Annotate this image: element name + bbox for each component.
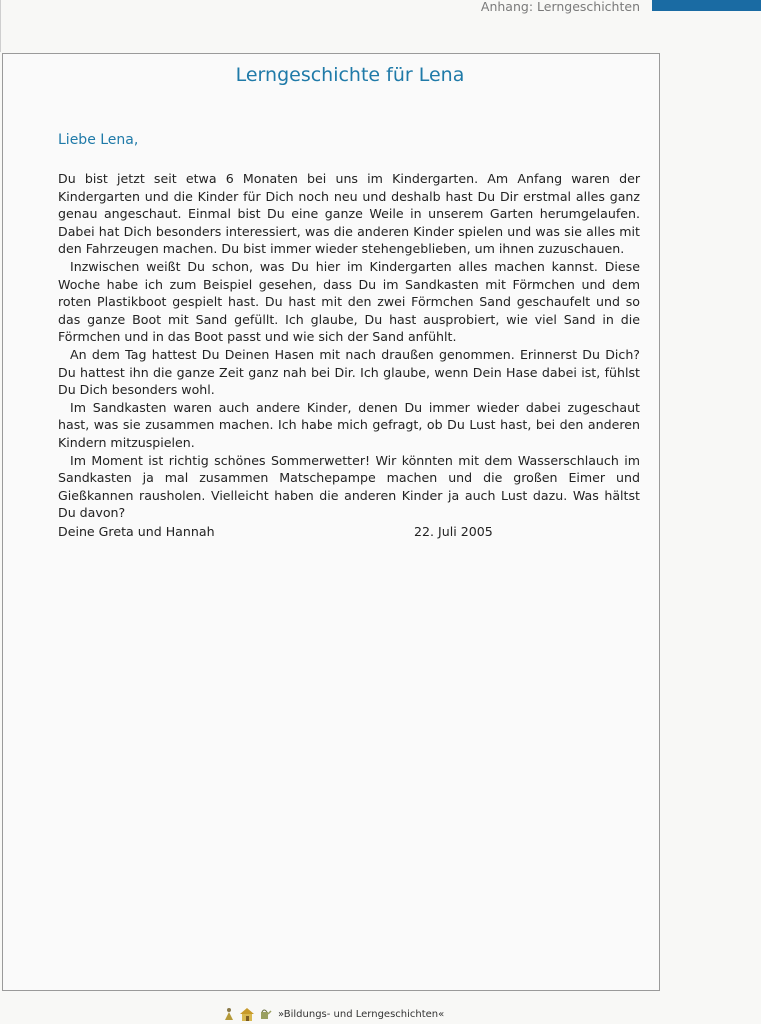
footer-icons [222,1007,272,1021]
page-corner-line [0,0,1,52]
footer-text: »Bildungs- und Lerngeschichten« [278,1008,445,1020]
footer [222,1006,444,1022]
paragraph-4: Im Sandkasten waren auch andere Kinder, denen Du immer wieder dabei zugeschaut hast, was sie zusammen machen. Ich habe mich gefragt, ob Du Lust hast, bei den anderen Kindern mitzuspielen. [58,399,640,450]
paragraph-3: An dem Tag hattest Du Deinen Hasen mit nach draußen genommen. Erinnerst Du Dich? Du hattest ihn die ganze Zeit ganz nah bei Dir. Ich glaube, wenn Dein Hase dabei ist, fühlst Du Dich besonders wohl. [58,346,640,398]
section-header-label: Anhang: Lerngeschichten [480,0,640,14]
story-body [58,170,640,522]
story-title: Lerngeschichte für Lena [235,64,465,86]
header-accent-bar [652,0,761,11]
paragraph-2: Inzwischen weißt Du schon, was Du hier im Kindergarten alles machen kannst. Diese Woche habe ich zum Beispiel gesehen, dass Du im Sandkasten mit Förmchen und dem roten Plastikboot gespielt hast. Du hast mit den zwei Förmchen Sand geschaufelt und so das ganze Boot mit Sand gefüllt. Ich glaube, Du hast ausprobiert, wie viel Sand in die Förmchen und in das Boot passt und wie sich der Sand anfühlt. [58,258,640,345]
greeting: Liebe Lena, [58,132,139,148]
watering-can-icon [258,1007,272,1021]
paragraph-5: Im Moment ist richtig schönes Sommerwetter! Wir könnten mit dem Wasserschlauch im Sandkasten ja mal zusammen Matschepampe machen und die großen Eimer und Gießkannen rausholen. Vielleicht haben die anderen Kinder ja auch Lust dazu. Was hältst Du davon? [58,452,640,521]
child-figure-icon [222,1007,236,1021]
paragraph-1: Du bist jetzt seit etwa 6 Monaten bei uns im Kindergarten. Am Anfang waren der Kindergarten und die Kinder für Dich noch neu und deshalb hast Du Dir erstmal alles ganz genau angeschaut. Einmal bist Du eine ganze Weile in unserem Garten herumgelaufen. Dabei hat Dich besonders interessiert, was die anderen Kinder spielen und was sie alles mit den Fahrzeugen machen. Du bist immer wieder stehengeblieben, um ihnen zuzuschauen. [58,171,640,257]
signature: Deine Greta und Hannah [58,524,215,539]
house-icon [239,1007,255,1021]
story-date: 22. Juli 2005 [414,524,493,539]
